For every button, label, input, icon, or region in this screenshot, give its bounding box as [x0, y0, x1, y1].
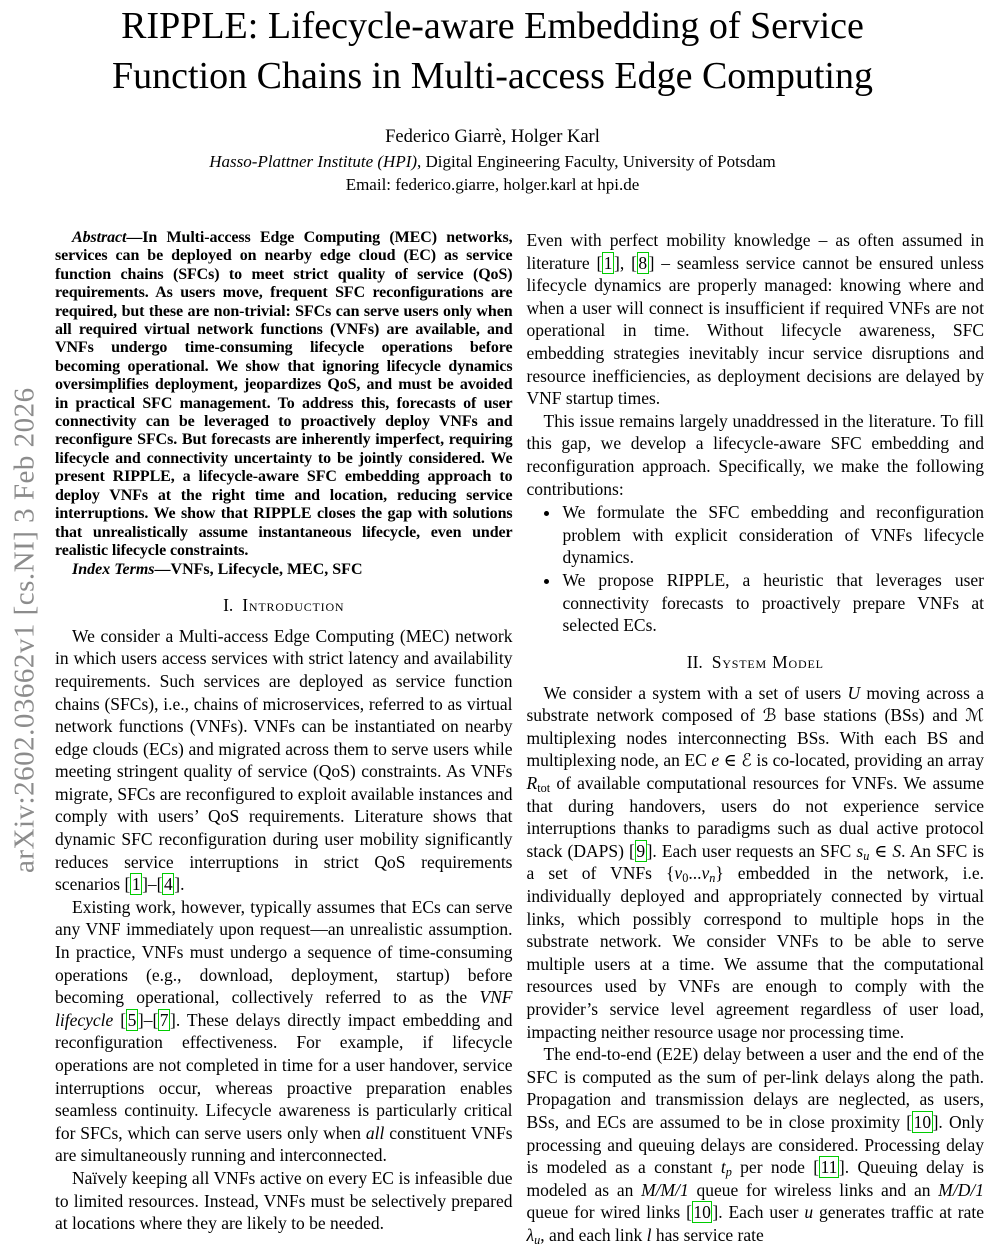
right-paragraph-1: Even with perfect mobility knowledge – as often assumed in literature [1], [8] – seamless service cannot be ensured unless lifecycle dynamics are properly managed: knowing where and when a user will connect is insufficient if required VNFs are not operational in time. Without lifecycle awareness, SFC embedding strategies inevitably incur service disruptions and resource inefficiencies, as deployment decisions are delayed by VNF startup times. — [526, 230, 984, 409]
intro-paragraph-1: We consider a Multi-access Edge Computing (MEC) network in which users access services with strict latency and availability requirements. Such services are deployed as service function chains (SFCs), i.e., chains of microservices, referred to as virtual network functions (VNFs). VNFs can be instantiated on nearby edge clouds (ECs) and migrated across them to serve users while meeting stringent quality of service (QoS) constraints. As VNFs migrate, SFCs are reconfigured to exploit available instances and comply with users’ QoS requirements. Literature shows that dynamic SFC reconfiguration during user mobility significantly reduces service interruptions in strict QoS requirements scenarios [1]–[4]. — [55, 625, 513, 895]
paper-title-line2: Function Chains in Multi-access Edge Computing — [112, 55, 873, 97]
authors: Federico Giarrè, Holger Karl — [385, 127, 600, 147]
section-heading-system-model — [527, 652, 985, 673]
arxiv-watermark: arXiv:2602.03662v1 [cs.NI] 3 Feb 2026 — [8, 387, 41, 873]
contributions-list — [527, 501, 985, 637]
system-model-paragraph-1: We consider a system with a set of users U moving across a substrate network composed of ℬ base stations (BSs) and ℳ multiplexing nodes interconnecting BSs. With each BS and multiplexing node, an EC e ∈ ℰ is co-located, providing an array $R_{tot}$ of available computational resources for VNFs. We assume that during handovers, users do not experience service interruptions thanks to paradigms such as dual active protocol stack (DAPS) [9]. Each user requests an SFC su ∈ S. An SFC is a set of VNFs $\{v_0...vn\}$ embedded in the network, i.e. individually deployed and appropriately connected by virtual links, which possibly correspond to multiple hops in the substrate network. We consider VNFs to be able to serve multiple users at a time. We assume that the computational resources used by VNFs are enough to comply with the provider’s service level agreement regardless of user load, impacting neither resource usage nor processing time. — [526, 682, 985, 1042]
citation-link[interactable]: 5 — [127, 1009, 137, 1030]
citation-link[interactable]: 10 — [693, 1202, 711, 1223]
citation-link[interactable]: 7 — [159, 1009, 169, 1030]
section-number: II. — [686, 651, 703, 672]
index-terms: Index Terms—VNFs, Lifecycle, MEC, SFC — [72, 561, 363, 579]
paper-title — [0, 0, 985, 101]
citation-link[interactable]: 4 — [163, 874, 173, 895]
section-title: Introduction — [242, 594, 345, 615]
two-column-body — [55, 229, 984, 1247]
abstract: Abstract—In Multi-access Edge Computing (MEC) networks, services can be deployed on nearby edge cloud (EC) as service function chains (SFCs) to meet strict quality of service (QoS) requirements. As users move, frequent SFC reconfigurations are required, but these are non-trivial: SFCs can serve users only when all required virtual network functions (VNFs) are available, and VNFs undergo time-consuming lifecycle operations before becoming operational. We show that ignoring lifecycle dynamics oversimplifies deployment, jeopardizes QoS, and must be avoided in practical SFC management. To address this, forecasts of user connectivity can be leveraged to proactively deploy VNFs and reconfigure SFCs. But forecasts are inherently imperfect, requiring lifecycle and connectivity uncertainty to be jointly considered. We present RIPPLE, a lifecycle-aware SFC embedding approach to deploy VNFs at the right time and location, reducing service interruptions. We show that RIPPLE closes the gap with solutions that unrealistically assume instantaneous lifecycle, even under realistic lifecycle constraints. — [55, 229, 513, 559]
system-model-paragraph-2: The end-to-end (E2E) delay between a user and the end of the SFC is computed as the sum of per-link delays along the path. Propagation and transmission delays are neglected, as users, BSs, and ECs are assumed to be in close proximity [10]. Only processing and queuing delays are considered. Processing delay is modeled as a constant tp per node [11]. Queuing delay is modeled as an M/M/1 queue for wireless links and an M/D/1 queue for wired links [10]. Each user u generates traffic at rate λu, and each link l has service rate — [526, 1044, 984, 1247]
intro-paragraph-3: Naïvely keeping all VNFs active on every EC is infeasible due to limited resources. Instead, VNFs must be selectively prepared at locations where they are likely to be needed. — [55, 1167, 513, 1234]
affiliation: Hasso-Plattner Institute (HPI), Digital Engineering Faculty, University of Potsdam — [209, 152, 776, 171]
citation-link[interactable]: 1 — [131, 874, 141, 895]
left-column — [55, 229, 513, 1247]
email-line: Email: federico.giarre, holger.karl at hpi.de — [345, 175, 640, 194]
paper-header — [0, 0, 985, 195]
section-number: I. — [223, 594, 234, 615]
section-heading-introduction — [55, 595, 513, 616]
right-column — [527, 229, 985, 1247]
contribution-item: • We propose RIPPLE, a heuristic that leverages user connectivity forecasts to proactively prepare VNFs at selected ECs. — [561, 569, 985, 637]
citation-link[interactable]: 9 — [636, 840, 646, 861]
citation-link[interactable]: 11 — [820, 1157, 838, 1178]
paper-title-line1: RIPPLE: Lifecycle-aware Embedding of Service — [121, 5, 864, 47]
citation-link[interactable]: 1 — [603, 252, 613, 273]
intro-paragraph-2: Existing work, however, typically assumes that ECs can serve any VNF immediately upon request—an unrealistic assumption. In practice, VNFs must undergo a sequence of time-consuming operations (e.g., download, deployment, startup) before becoming operational, collectively referred to as the VNF lifecycle [5]–[7]. These delays directly impact embedding and reconfiguration effectiveness. For example, if lifecycle operations are not completed in time for a user handover, service interruptions occur, whereas proactive preparation enables seamless continuity. Lifecycle awareness is particularly critical for SFCs, which can serve users only when all constituent VNFs are simultaneously running and interconnected. — [55, 896, 513, 1166]
right-paragraph-2: This issue remains largely unaddressed in the literature. To fill this gap, we develop a lifecycle-aware SFC embedding and reconfiguration approach. Specifically, we make the following contributions: — [526, 410, 984, 499]
citation-link[interactable]: 10 — [913, 1111, 932, 1132]
citation-link[interactable]: 8 — [638, 252, 648, 273]
contribution-item: • We formulate the SFC embedding and reconfiguration problem with explicit consideration of VNFs lifecycle dynamics. — [561, 501, 985, 569]
section-title: System Model — [711, 651, 824, 672]
